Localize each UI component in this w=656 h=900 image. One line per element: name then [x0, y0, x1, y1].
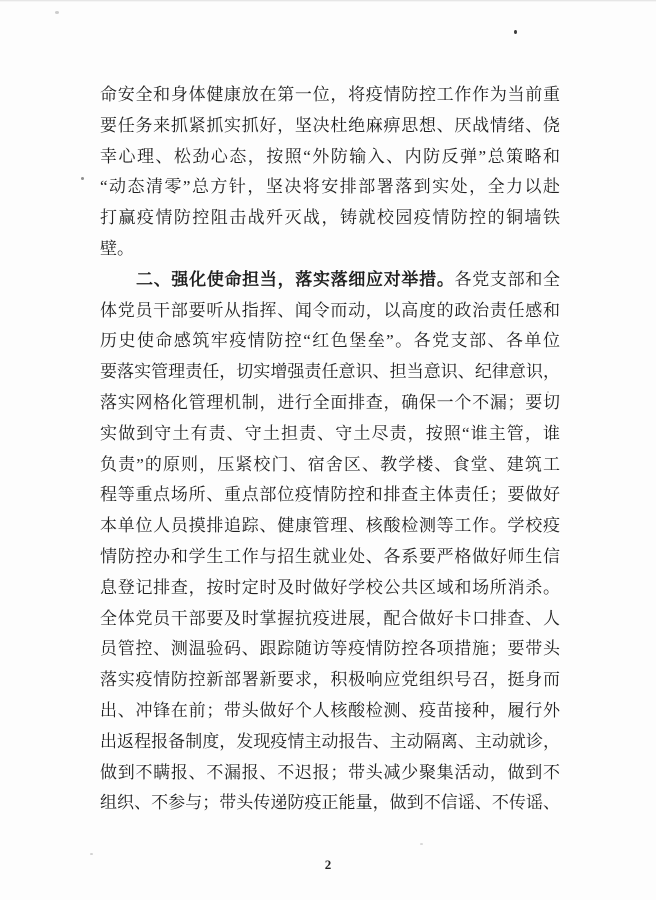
- scan-edge-shadow: [0, 0, 656, 2]
- section-heading-rest: 各党支部和全: [454, 269, 561, 289]
- scan-speck: [420, 843, 423, 845]
- scan-speck: [514, 30, 517, 34]
- text-line: 出返程报备制度，发现疫情主动报告、主动隔离、主动就诊，: [100, 731, 560, 751]
- text-line: 打赢疫情防控阻击战歼灭战，铸就校园疫情防控的铜墙铁: [100, 208, 560, 228]
- scan-speck: [81, 177, 84, 180]
- body-text: [100, 80, 560, 819]
- scan-speck: [55, 11, 59, 14]
- text-line: 落实疫情防控新部署新要求，积极响应党组织号召，挺身而: [100, 670, 560, 690]
- text-line: 情防控办和学生工作与招生就业处、各系要严格做好师生信: [100, 546, 560, 566]
- text-line: 员管控、测温验码、跟踪随访等疫情防控各项措施；要带头: [100, 639, 560, 659]
- text-line: 息登记排查，按时定时及时做好学校公共区域和场所消杀。: [100, 577, 560, 597]
- text-line: 负责”的原则，压紧校门、宿舍区、教学楼、食堂、建筑工: [100, 454, 560, 474]
- text-line: “动态清零”总方针，坚决将安排部署落到实处，全力以赴: [100, 177, 560, 197]
- text-line: 全体党员干部要及时掌握抗疫进展，配合做好卡口排查、人: [100, 608, 560, 628]
- section-heading: 二、强化使命担当，落实落细应对举措。: [136, 269, 455, 289]
- text-line: 命安全和身体健康放在第一位，将疫情防控工作作为当前重: [100, 85, 560, 104]
- text-line: 体党员干部要听从指挥、闻令而动，以高度的政治责任感和: [100, 300, 560, 320]
- page-number: 2: [324, 857, 332, 872]
- text-line: 要任务来抓紧抓实抓好，坚决杜绝麻痹思想、厌战情绪、侥: [100, 115, 560, 135]
- text-line: 落实网格化管理机制，进行全面排查，确保一个不漏；要切: [100, 392, 560, 412]
- text-line: 本单位人员摸排追踪、健康管理、核酸检测等工作。学校疫: [100, 516, 560, 536]
- text-line: 出、冲锋在前；带头做好个人核酸检测、疫苗接种，履行外: [100, 700, 560, 720]
- text-line: 实做到守土有责、守土担责、守土尽责，按照“谁主管，谁: [100, 423, 560, 443]
- scan-speck: [90, 853, 93, 855]
- text-line: 组织、不参与；带头传递防疫正能量，做到不信谣、不传谣、: [100, 793, 560, 813]
- text-line: 幸心理、松劲心态，按照“外防输入、内防反弹”总策略和: [100, 146, 560, 166]
- text-line: 历史使命感筑牢疫情防控“红色堡垒”。各党支部、各单位: [100, 331, 560, 351]
- text-line: 程等重点场所、重点部位疫情防控和排查主体责任；要做好: [100, 485, 560, 505]
- text-line: 壁。: [100, 238, 134, 258]
- text-line-section-heading: [100, 265, 560, 296]
- text-line: 要落实管理责任，切实增强责任意识、担当意识、纪律意识，: [100, 362, 560, 382]
- text-line: 做到不瞒报、不漏报、不迟报；带头减少聚集活动，做到不: [100, 762, 560, 782]
